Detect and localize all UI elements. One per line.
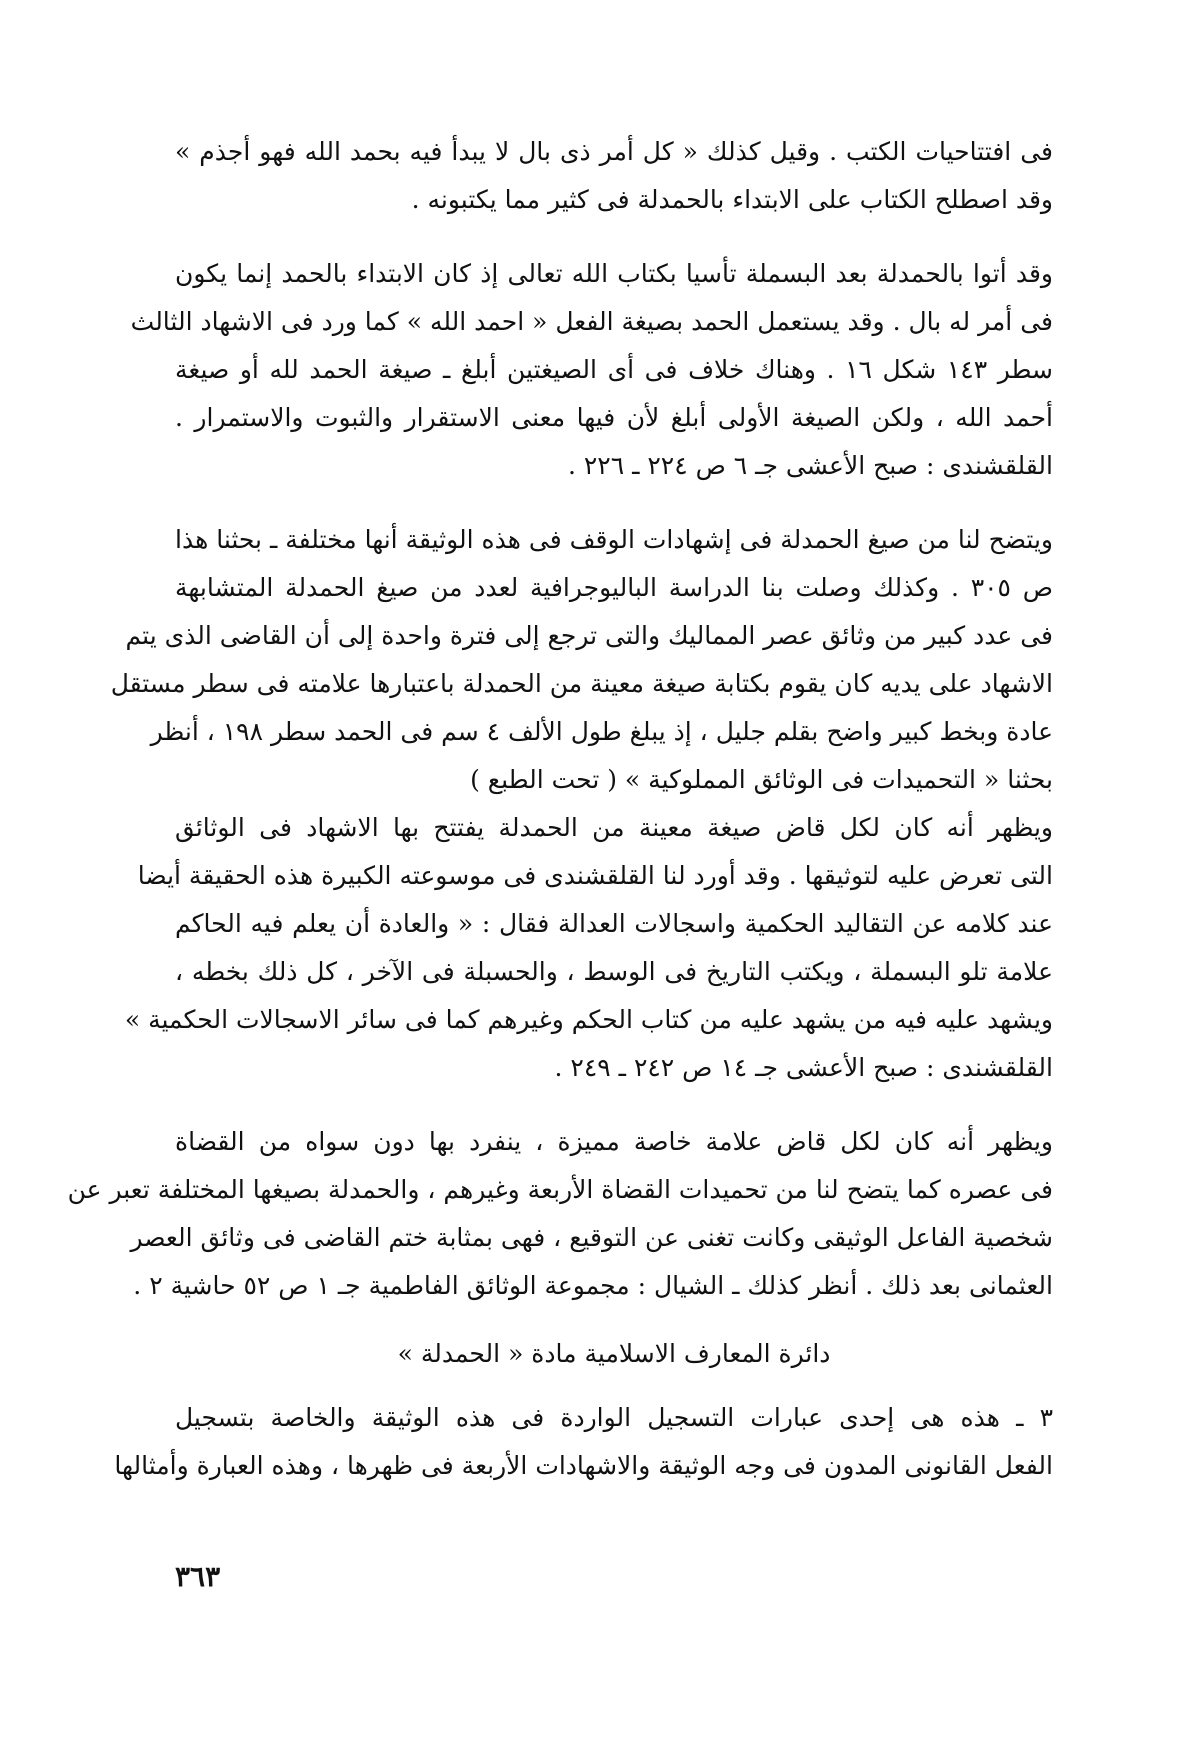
text-line: ويظهر أنه كان لكل قاض صيغة معينة من الحمدلة يفتتح بها الاشهاد فى الوثائق xyxy=(175,813,1053,842)
text-line: عادة وبخط كبير واضح بقلم جليل ، إذ يبلغ طول الألف ٤ سم فى الحمد سطر ١٩٨ ، أنظر xyxy=(150,717,1053,746)
text-line: شخصية الفاعل الوثيقى وكانت تغنى عن التوقيع ، فهى بمثابة ختم القاضى فى وثائق العصر xyxy=(130,1223,1053,1252)
page-number: ٣٦٣ xyxy=(175,1560,221,1593)
text-line: فى أمر له بال . وقد يستعمل الحمد بصيغة الفعل « احمد الله » كما ورد فى الاشهاد الثالث xyxy=(130,307,1053,336)
text-line: ويشهد عليه فيه من يشهد عليه من كتاب الحكم وغيرهم كما فى سائر الاسجالات الحكمية » xyxy=(124,1005,1053,1034)
text-line: ص ٣٠٥ . وكذلك وصلت بنا الدراسة الباليوجرافية لعدد من صيغ الحمدلة المتشابهة xyxy=(175,573,1053,602)
text-line: فى افتتاحيات الكتب . وقيل كذلك « كل أمر ذى بال لا يبدأ فيه بحمد الله فهو أجذم » xyxy=(175,137,1053,166)
citation-line: القلقشندى : صبح الأعشى جـ ١٤ ص ٢٤٢ ـ ٢٤٩ . xyxy=(554,1053,1053,1082)
paragraph-final xyxy=(114,1394,1053,1490)
text-line: سطر ١٤٣ شكل ١٦ . وهناك خلاف فى أى الصيغتين أبلغ ـ صيغة الحمد لله أو صيغة xyxy=(175,355,1053,384)
text-line: الاشهاد على يديه كان يقوم بكتابة صيغة معينة من الحمدلة باعتبارها علامته فى سطر مستقل xyxy=(110,669,1053,698)
paragraph-5 xyxy=(67,1118,1053,1310)
paragraph-3 xyxy=(110,516,1053,804)
text-line: علامة تلو البسملة ، ويكتب التاريخ فى الوسط ، والحسبلة فى الآخر ، كل ذلك بخطه ، xyxy=(175,957,1053,986)
text-line: بحثنا « التحميدات فى الوثائق المملوكية » ( تحت الطبع ) xyxy=(470,765,1053,794)
text-line: أحمد الله ، ولكن الصيغة الأولى أبلغ لأن فيها معنى الاستقرار والثبوت والاستمرار . xyxy=(175,403,1053,432)
text-line: ويتضح لنا من صيغ الحمدلة فى إشهادات الوقف فى هذه الوثيقة أنها مختلفة ـ بحثنا هذا xyxy=(175,525,1053,554)
document-body xyxy=(67,128,1053,1490)
text-line: عند كلامه عن التقاليد الحكمية واسجالات العدالة فقال : « والعادة أن يعلم فيه الحاكم xyxy=(175,909,1053,938)
text-line: ويظهر أنه كان لكل قاض علامة خاصة مميزة ، ينفرد بها دون سواه من القضاة xyxy=(175,1127,1053,1156)
paragraph-1 xyxy=(175,128,1053,224)
text-line: التى تعرض عليه لتوثيقها . وقد أورد لنا القلقشندى فى موسوعته الكبيرة هذه الحقيقة أيضا xyxy=(137,861,1053,890)
text-line: ٣ ـ هذه هى إحدى عبارات التسجيل الواردة فى هذه الوثيقة والخاصة بتسجيل xyxy=(175,1403,1053,1432)
text-line: فى عصره كما يتضح لنا من تحميدات القضاة الأربعة وغيرهم ، والحمدلة بصيغها المختلفة تعبر عن xyxy=(67,1175,1053,1204)
text-line: وقد أتوا بالحمدلة بعد البسملة تأسيا بكتاب الله تعالى إذ كان الابتداء بالحمد إنما يكون xyxy=(175,259,1053,288)
citation-line: القلقشندى : صبح الأعشى جـ ٦ ص ٢٢٤ ـ ٢٢٦ . xyxy=(567,451,1053,480)
paragraph-2 xyxy=(130,250,1053,490)
paragraph-4 xyxy=(124,804,1053,1092)
text-line: العثمانى بعد ذلك . أنظر كذلك ـ الشيال : مجموعة الوثائق الفاطمية جـ ١ ص ٥٢ حاشية ٢ . xyxy=(133,1271,1053,1300)
text-line: فى عدد كبير من وثائق عصر المماليك والتى ترجع إلى فترة واحدة إلى أن القاضى الذى يتم xyxy=(125,621,1053,650)
section-heading: دائرة المعارف الاسلامية مادة « الحمدلة » xyxy=(397,1339,831,1368)
text-line: الفعل القانونى المدون فى وجه الوثيقة والاشهادات الأربعة فى ظهرها ، وهذه العبارة وأمثالها xyxy=(114,1451,1053,1480)
text-line: وقد اصطلح الكتاب على الابتداء بالحمدلة فى كثير مما يكتبونه . xyxy=(411,185,1053,214)
